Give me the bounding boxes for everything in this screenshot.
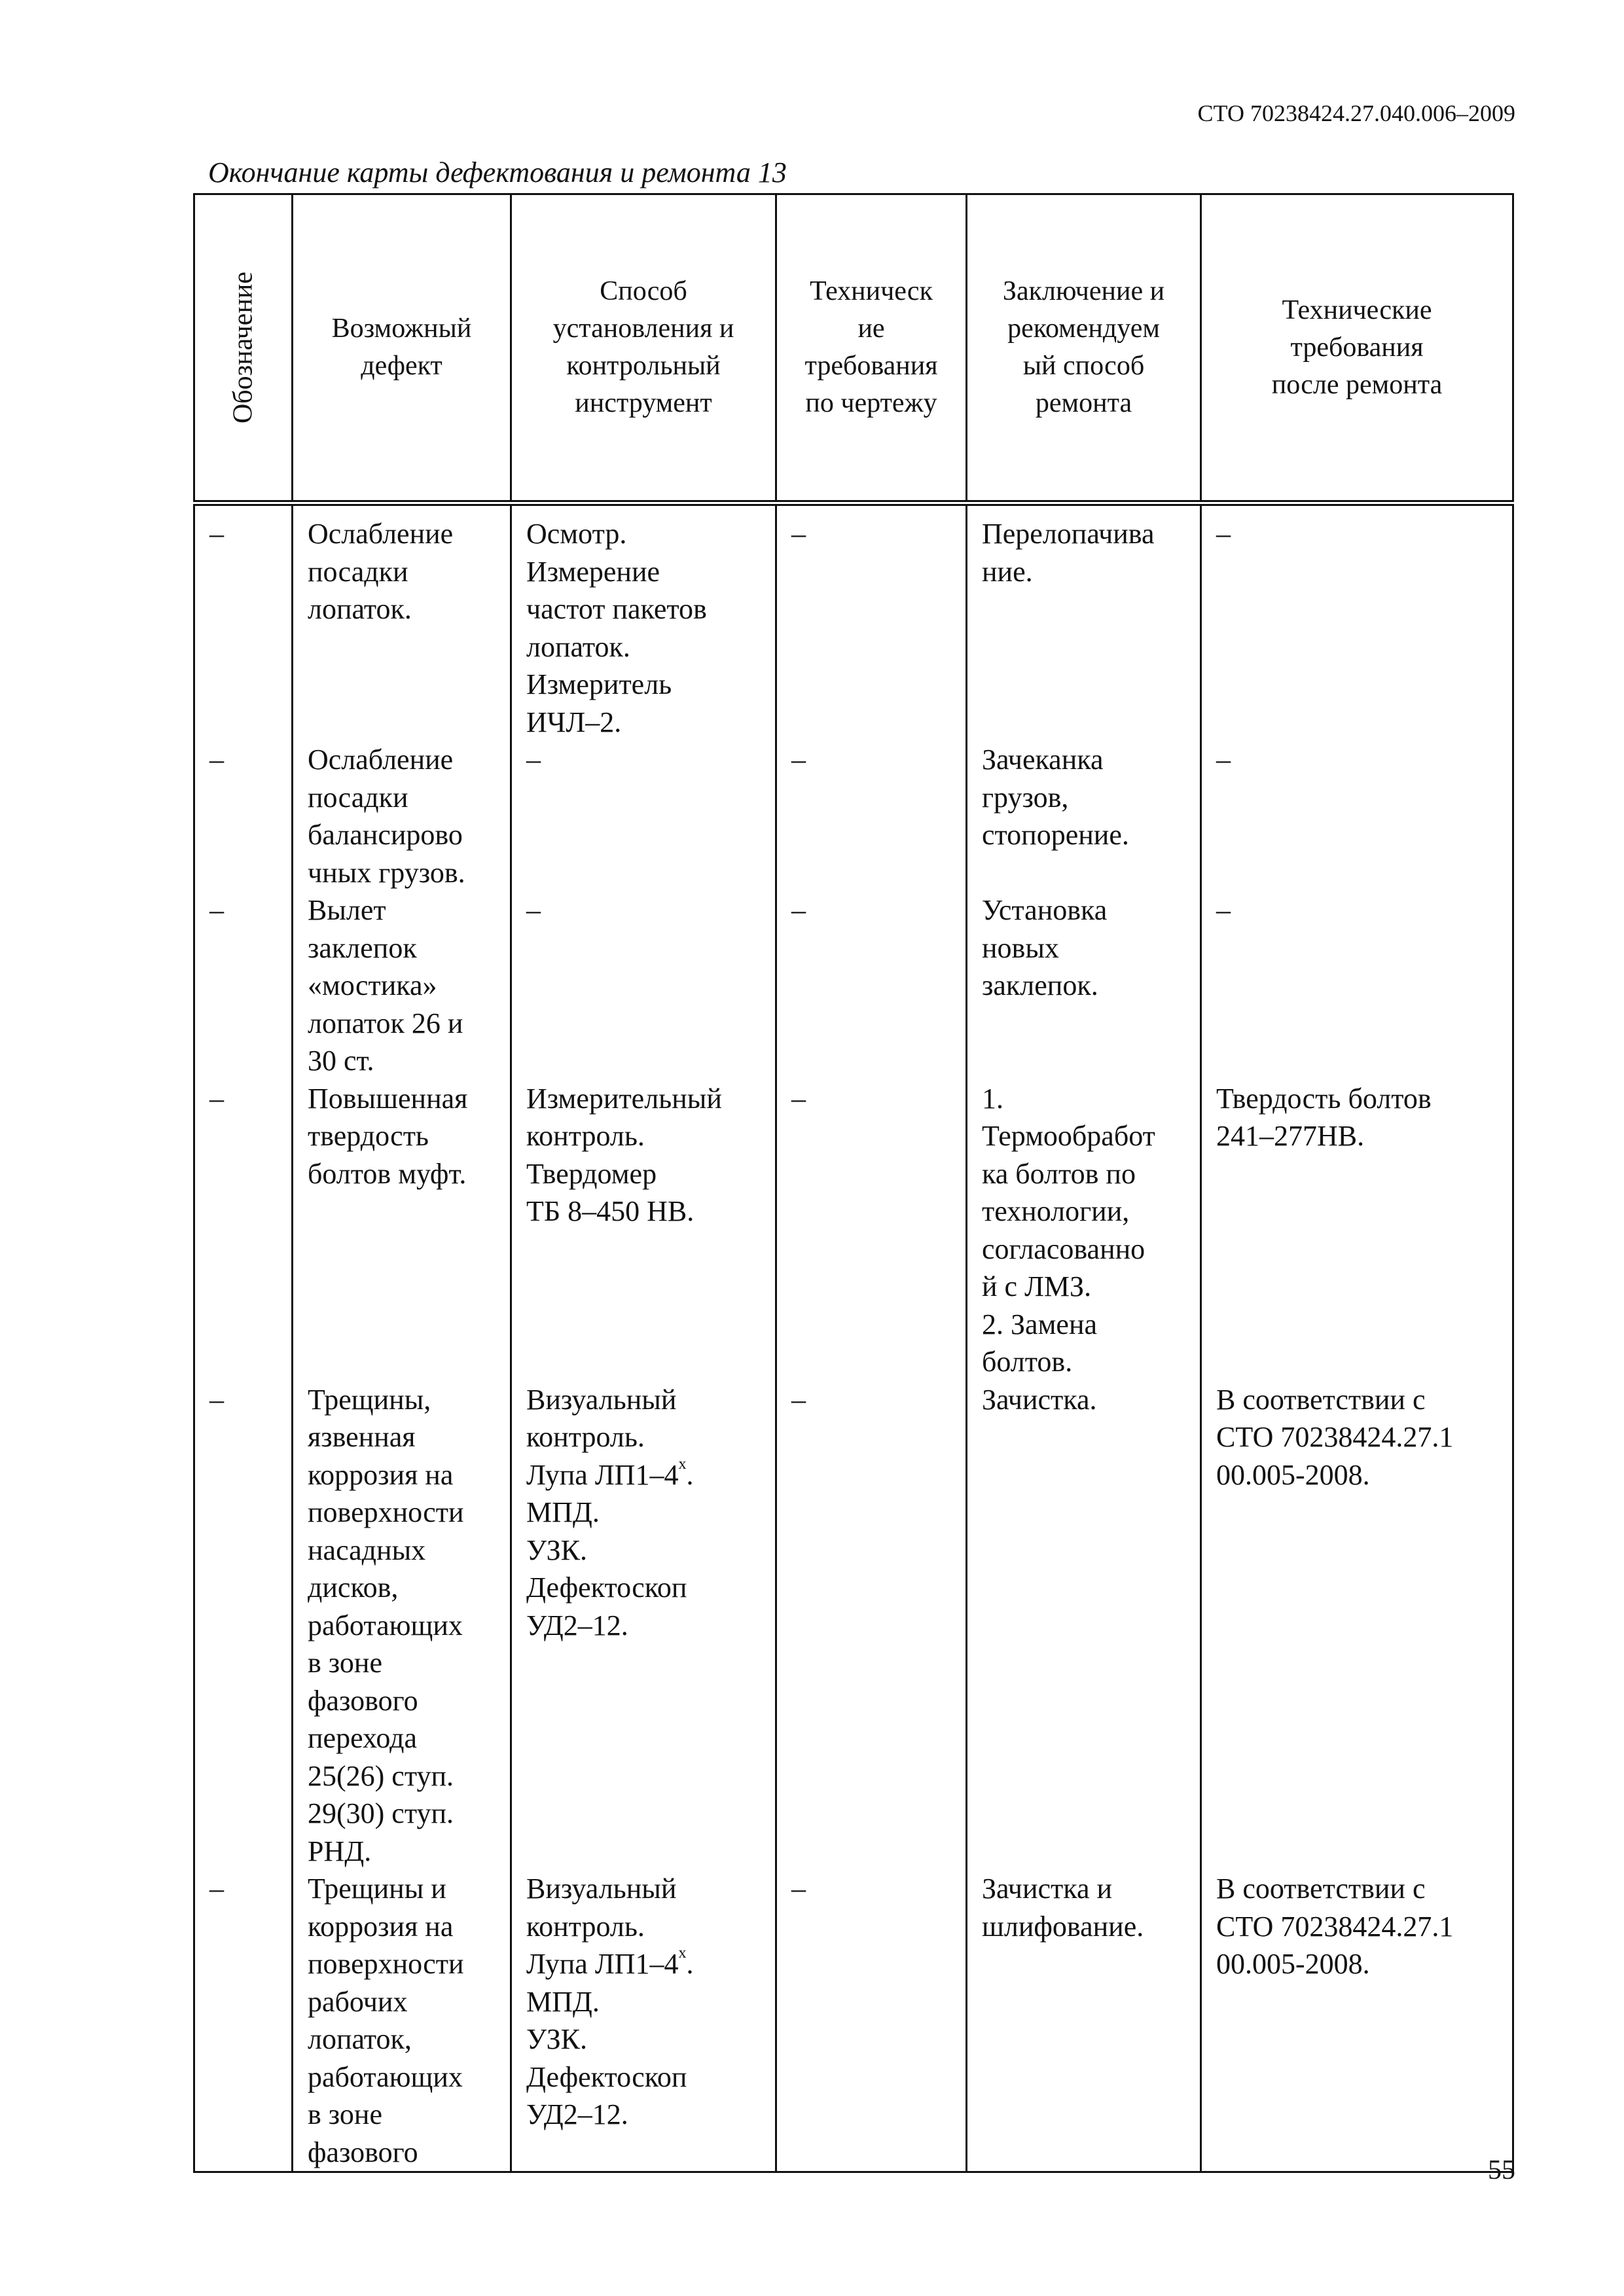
cell-designation: – — [194, 503, 293, 742]
page-number: 55 — [1488, 2155, 1515, 2185]
column-header-defect: Возможный дефект — [293, 194, 511, 503]
cell-after-repair: – — [1201, 503, 1513, 742]
cell-method — [511, 1381, 776, 1871]
cell-method: Осмотр. Измерение частот пакетов лопаток. Измеритель ИЧЛ–2. — [511, 503, 776, 742]
cell-after-repair: – — [1201, 741, 1513, 891]
column-header-after-repair: Технические требования после ремонта — [1201, 194, 1513, 503]
table-row — [194, 1080, 1513, 1381]
table-row — [194, 891, 1513, 1080]
cell-repair: Зачистка. — [967, 1381, 1201, 1871]
standard-number: СТО 70238424.27.040.006–2009 — [1197, 100, 1515, 126]
magnification-superscript: х — [678, 1455, 687, 1473]
cell-defect: Повышенная твердость болтов муфт. — [293, 1080, 511, 1381]
table-caption: Окончание карты дефектования и ремонта 13 — [208, 156, 787, 188]
column-header-designation — [194, 194, 293, 503]
cell-defect: Трещины и коррозия на поверхности рабочих лопаток, работающих в зоне фазового — [293, 1870, 511, 2172]
cell-method: – — [511, 891, 776, 1080]
cell-defect: Трещины, язвенная коррозия на поверхности насадных дисков, работающих в зоне фазового перехода 25(26) ступ. 29(30) ступ. РНД. — [293, 1381, 511, 1871]
cell-defect: Ослабление посадки балансирово чных грузов. — [293, 741, 511, 891]
cell-after-repair: Твердость болтов 241–277НВ. — [1201, 1080, 1513, 1381]
method-text-pre: Визуальный контроль. Лупа ЛП1–4 — [526, 1383, 679, 1491]
method-text-post: . МПД. УЗК. Дефектоскоп УД2–12. — [526, 1458, 694, 1641]
method-text-post: . МПД. УЗК. Дефектоскоп УД2–12. — [526, 1948, 694, 2130]
cell-repair: Зачеканка грузов, стопорение. — [967, 741, 1201, 891]
cell-defect: Вылет заклепок «мостика» лопаток 26 и 30 ст. — [293, 891, 511, 1080]
defect-repair-table — [193, 193, 1514, 2173]
magnification-superscript: х — [678, 1945, 687, 1962]
cell-method: Измерительный контроль. Твердомер ТБ 8–450 НВ. — [511, 1080, 776, 1381]
cell-drawing-requirements: – — [776, 503, 967, 742]
cell-after-repair: В соответствии с СТО 70238424.27.1 00.005-2008. — [1201, 1870, 1513, 2172]
cell-drawing-requirements: – — [776, 1381, 967, 1871]
column-header-drawing-requirements: Техническ ие требования по чертежу — [776, 194, 967, 503]
cell-designation: – — [194, 1381, 293, 1871]
cell-drawing-requirements: – — [776, 741, 967, 891]
cell-defect: Ослабление посадки лопаток. — [293, 503, 511, 742]
table-header-row — [194, 194, 1513, 503]
column-header-method: Способ установления и контрольный инструмент — [511, 194, 776, 503]
cell-repair: 1. Термообработ ка болтов по технологии, согласованно й с ЛМЗ. 2. Замена болтов. — [967, 1080, 1201, 1381]
cell-after-repair: В соответствии с СТО 70238424.27.1 00.005-2008. — [1201, 1381, 1513, 1871]
cell-designation: – — [194, 891, 293, 1080]
cell-designation: – — [194, 741, 293, 891]
column-header-repair: Заключение и рекомендуем ый способ ремонта — [967, 194, 1201, 503]
cell-drawing-requirements: – — [776, 1080, 967, 1381]
table-row — [194, 503, 1513, 742]
cell-repair: Зачистка и шлифование. — [967, 1870, 1201, 2172]
cell-drawing-requirements: – — [776, 1870, 967, 2172]
cell-method — [511, 1870, 776, 2172]
column-header-designation-label: Обозначение — [228, 271, 258, 424]
cell-after-repair: – — [1201, 891, 1513, 1080]
cell-method: – — [511, 741, 776, 891]
table-row — [194, 1381, 1513, 1871]
cell-designation: – — [194, 1870, 293, 2172]
cell-repair: Перелопачива ние. — [967, 503, 1201, 742]
method-text-pre: Визуальный контроль. Лупа ЛП1–4 — [526, 1873, 679, 1980]
table-row — [194, 741, 1513, 891]
table-row — [194, 1870, 1513, 2172]
cell-designation: – — [194, 1080, 293, 1381]
cell-drawing-requirements: – — [776, 891, 967, 1080]
cell-repair: Установка новых заклепок. — [967, 891, 1201, 1080]
